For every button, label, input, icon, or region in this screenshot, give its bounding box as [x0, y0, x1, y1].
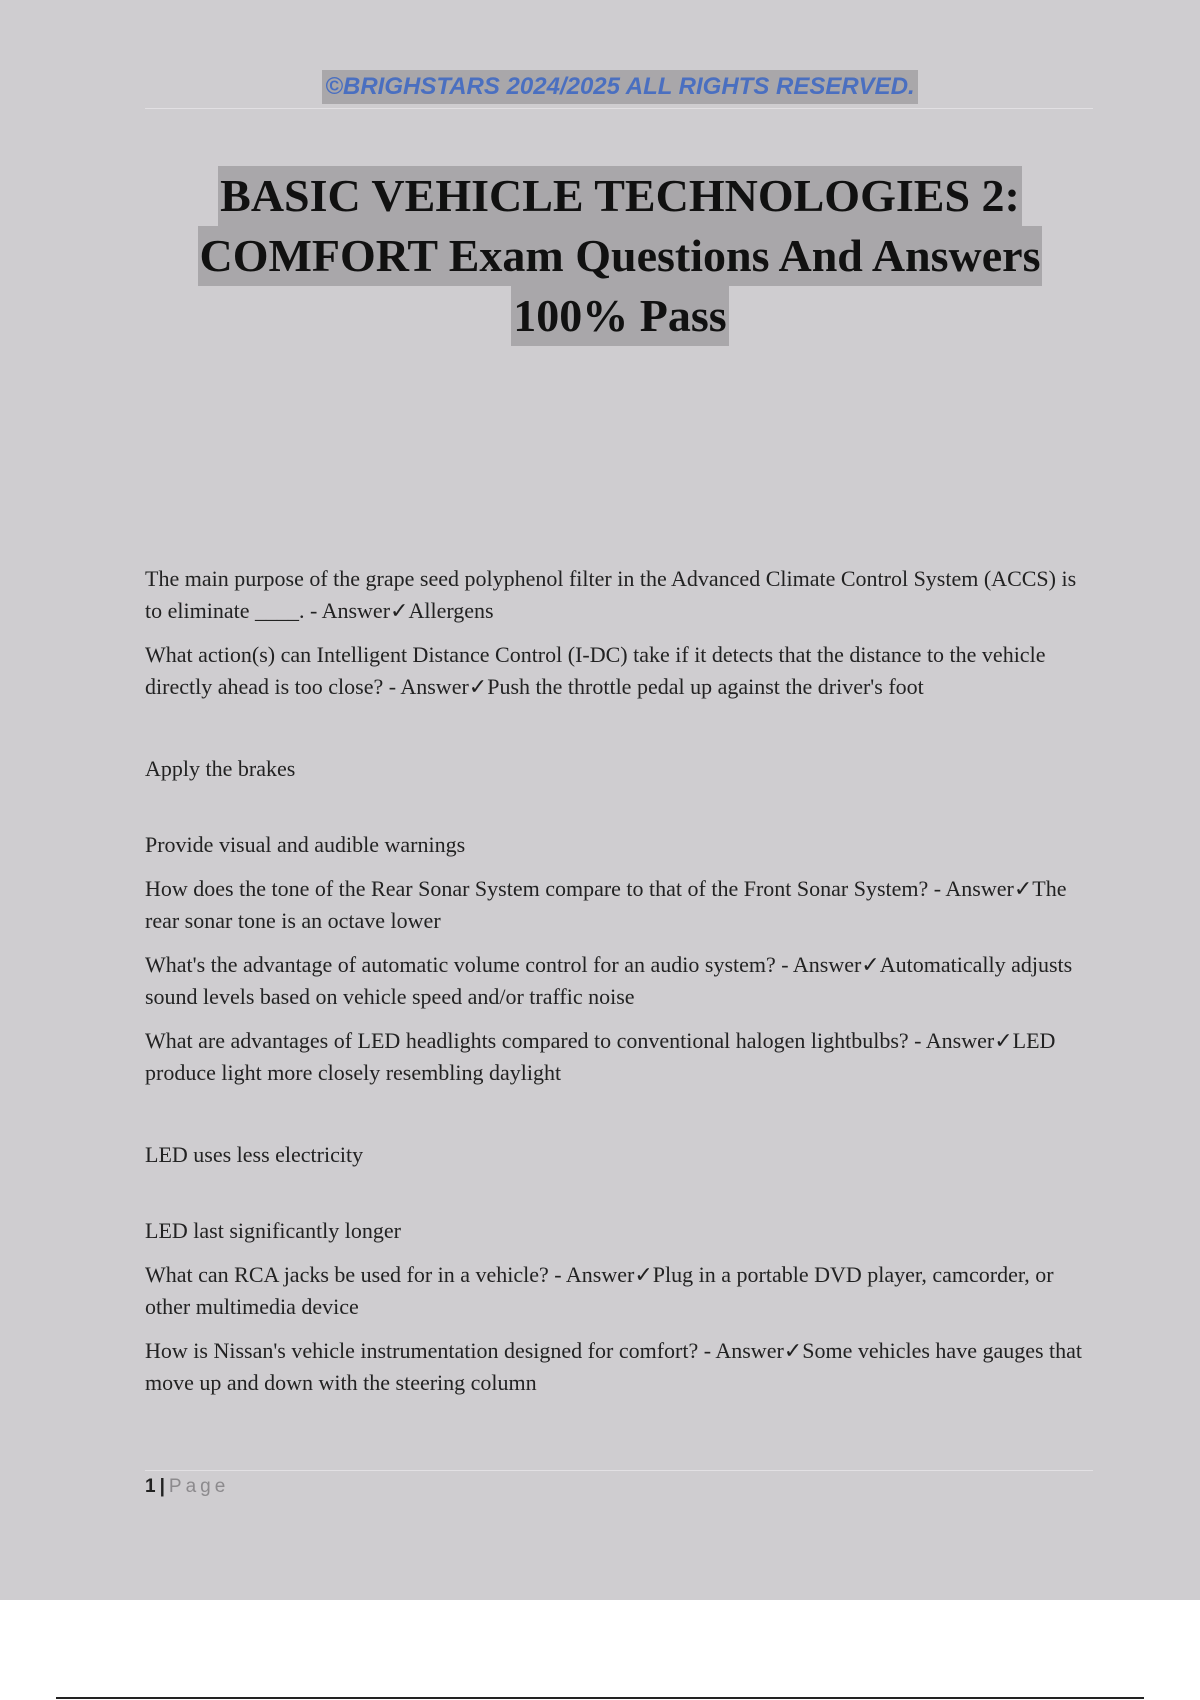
answer-label: Answer✓ — [925, 1028, 1013, 1053]
qa-item-3 — [145, 873, 1095, 937]
answer-text: Push the throttle pedal up against the driver's foot — [487, 674, 924, 699]
answer-text: Plug in a portable DVD player, camcorder, or other multimedia device — [145, 1262, 1054, 1319]
answer-text: Automatically adjusts sound levels based on vehicle speed and/or traffic noise — [145, 952, 1073, 1009]
qa-item-6 — [145, 1259, 1095, 1323]
question-text: What can RCA jacks be used for in a vehicle? - — [145, 1262, 566, 1287]
qa-item-4 — [145, 949, 1095, 1013]
answer-label: Answer✓ — [792, 952, 880, 977]
question-text: How does the tone of the Rear Sonar System compare to that of the Front Sonar System? - — [145, 876, 946, 901]
qa-content — [145, 563, 1095, 1411]
answer-text: Allergens — [408, 598, 494, 623]
answer-continuation: Provide visual and audible warnings — [145, 832, 466, 857]
next-page-edge-line — [56, 1697, 1144, 1699]
answer-label: Answer✓ — [321, 598, 409, 623]
question-text: What action(s) can Intelligent Distance Control (I-DC) take if it detects that the distance to the vehicle directly ahead is too close? - — [145, 642, 1046, 699]
page-footer — [145, 1475, 229, 1499]
answer-continuation: LED uses less electricity — [145, 1142, 364, 1167]
question-text: What are advantages of LED headlights compared to conventional halogen lightbulbs? - — [145, 1028, 926, 1053]
question-text: How is Nissan's vehicle instrumentation designed for comfort? - — [145, 1338, 716, 1363]
page-number: 1 — [145, 1476, 156, 1497]
qa-item-1 — [145, 563, 1095, 627]
question-text: The main purpose of the grape seed polyphenol filter in the Advanced Climate Control System (ACCS) is to eliminate ____. - — [145, 566, 1077, 623]
copyright-notice: ©BRIGHSTARS 2024/2025 ALL RIGHTS RESERVED. — [322, 70, 917, 104]
answer-continuation: Apply the brakes — [145, 756, 296, 781]
answer-text: Some vehicles have gauges that move up and down with the steering column — [145, 1338, 1083, 1395]
page-word: Page — [168, 1476, 230, 1497]
footer-separator: | — [159, 1476, 165, 1497]
page-header — [145, 70, 1095, 104]
document-title — [120, 166, 1120, 346]
answer-label: Answer✓ — [945, 876, 1033, 901]
answer-label: Answer✓ — [400, 674, 488, 699]
answer-text: LED produce light more closely resembling daylight — [145, 1028, 1056, 1085]
qa-item-7 — [145, 1335, 1095, 1399]
answer-label: Answer✓ — [565, 1262, 653, 1287]
header-divider — [145, 108, 1093, 109]
title-line-1: BASIC VEHICLE TECHNOLOGIES 2: — [218, 166, 1022, 226]
question-text: What's the advantage of automatic volume control for an audio system? - — [145, 952, 793, 977]
answer-text: The rear sonar tone is an octave lower — [145, 876, 1067, 933]
footer-divider — [145, 1470, 1093, 1471]
qa-item-5 — [145, 1025, 1095, 1089]
answer-continuation: LED last significantly longer — [145, 1218, 401, 1243]
qa-item-2 — [145, 639, 1095, 703]
title-line-3: 100% Pass — [511, 286, 728, 346]
answer-label: Answer✓ — [715, 1338, 803, 1363]
title-line-2: COMFORT Exam Questions And Answers — [198, 226, 1043, 286]
